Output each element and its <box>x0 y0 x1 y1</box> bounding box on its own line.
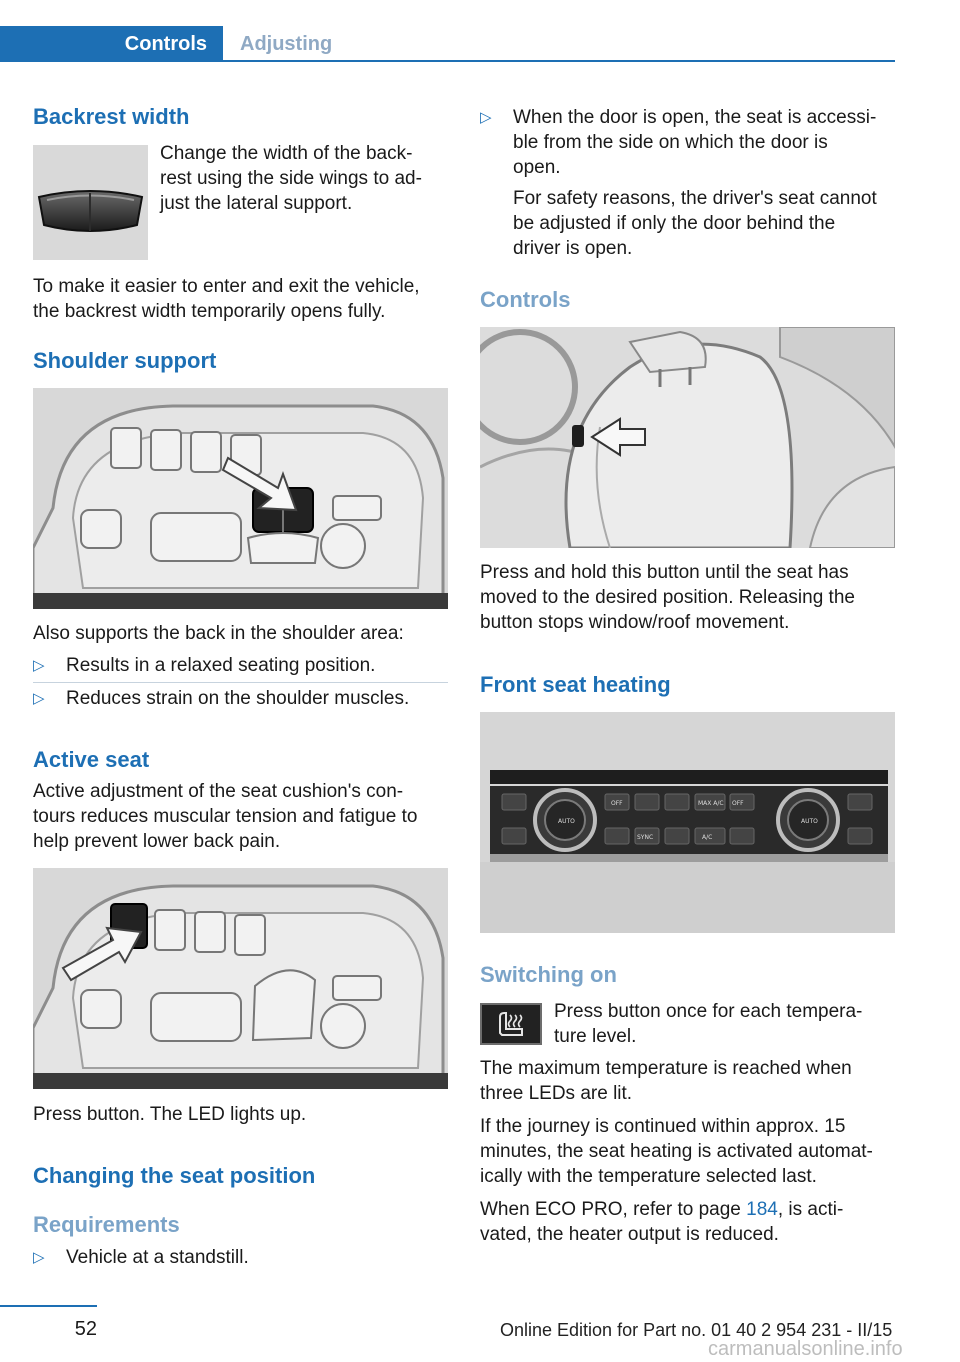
shoulder-intro: Also supports the back in the shoulder area: <box>33 623 404 644</box>
footer-rule <box>0 1305 97 1307</box>
text-fragment: , is acti- <box>777 1199 844 1220</box>
controls-description <box>480 560 855 635</box>
text-line: help prevent lower back pain. <box>33 831 281 852</box>
text-line: If the journey is continued within approx. 15 <box>480 1116 846 1137</box>
text-line: rest using the side wings to ad- <box>160 168 422 189</box>
seat-controls-image <box>480 327 895 548</box>
backrest-note <box>33 274 420 324</box>
panel-label: MAX A/C <box>698 800 724 807</box>
text-line: To make it easier to enter and exit the vehicle, <box>33 276 420 297</box>
backrest-width-heading: Backrest width <box>33 104 190 129</box>
seat-heating-button-icon <box>480 1003 542 1045</box>
text-line: Press and hold this button until the seat has <box>480 562 849 583</box>
chapter-header <box>0 26 895 62</box>
active-seat-description <box>33 779 417 854</box>
shoulder-support-heading: Shoulder support <box>33 348 217 373</box>
text-line: The maximum temperature is reached when <box>480 1058 852 1079</box>
text-line <box>480 1197 843 1222</box>
journey-note <box>480 1114 873 1189</box>
requirements-heading: Requirements <box>33 1212 180 1237</box>
bullet-triangle-icon: ▷ <box>33 690 45 707</box>
panel-label: SYNC <box>637 834 654 841</box>
controls-heading: Controls <box>480 287 571 312</box>
header-rule <box>0 60 895 62</box>
text-line: ically with the temperature selected last. <box>480 1166 817 1187</box>
bullet-triangle-icon: ▷ <box>33 657 45 674</box>
text-line: the backrest width temporarily opens fully. <box>33 301 386 322</box>
text-line: driver is open. <box>513 238 633 259</box>
text-line: vated, the heater output is reduced. <box>480 1224 779 1245</box>
text-line: Change the width of the back- <box>160 143 413 164</box>
bullet-text: Vehicle at a standstill. <box>66 1247 249 1268</box>
text-line: button stops window/roof movement. <box>480 612 790 633</box>
text-line: Press button once for each tempera- <box>554 1001 863 1022</box>
tab-adjusting[interactable]: Adjusting <box>240 33 333 55</box>
page-number: 52 <box>74 1318 97 1340</box>
text-line: Active adjustment of the seat cushion's con- <box>33 781 404 802</box>
switching-on-description <box>554 999 862 1049</box>
active-seat-image <box>33 868 448 1089</box>
max-temperature-note <box>480 1056 852 1106</box>
watermark: carmanualsonline.info <box>708 1338 903 1360</box>
backrest-description <box>160 141 422 216</box>
tab-controls[interactable]: Controls <box>0 26 223 62</box>
climate-panel-image <box>480 712 895 933</box>
edition-info: Online Edition for Part no. 01 40 2 954 231 - II/15 <box>500 1320 893 1340</box>
backrest-switch-image <box>33 145 148 260</box>
bullet-triangle-icon: ▷ <box>480 109 492 126</box>
door-safety-note <box>513 186 877 261</box>
text-line: open. <box>513 157 561 178</box>
panel-label: AUTO <box>801 818 818 825</box>
shoulder-support-image <box>33 388 448 609</box>
text-line: minutes, the seat heating is activated automat- <box>480 1141 873 1162</box>
text-line: three LEDs are lit. <box>480 1083 633 1104</box>
bullet-text: Reduces strain on the shoulder muscles. <box>66 688 410 709</box>
active-seat-press: Press button. The LED lights up. <box>33 1104 307 1125</box>
panel-label: AUTO <box>558 818 575 825</box>
switching-on-heading: Switching on <box>480 962 617 987</box>
text-line: tours reduces muscular tension and fatigue to <box>33 806 418 827</box>
text-line: ture level. <box>554 1026 637 1047</box>
page-reference-link[interactable]: 184 <box>746 1199 778 1220</box>
changing-seat-position-heading: Changing the seat position <box>33 1163 316 1188</box>
text-line: For safety reasons, the driver's seat cannot <box>513 188 877 209</box>
eco-pro-note <box>480 1197 843 1247</box>
divider <box>33 682 448 683</box>
active-seat-heading: Active seat <box>33 747 150 772</box>
bullet-text: Results in a relaxed seating position. <box>66 655 376 676</box>
panel-label: OFF <box>611 800 623 807</box>
text-line: just the lateral support. <box>160 193 353 214</box>
text-fragment: When ECO PRO, refer to page <box>480 1199 747 1220</box>
panel-label: A/C <box>702 834 713 841</box>
text-line: ble from the side on which the door is <box>513 132 828 153</box>
text-line: be adjusted if only the door behind the <box>513 213 836 234</box>
front-seat-heating-heading: Front seat heating <box>480 672 671 697</box>
bullet-triangle-icon: ▷ <box>33 1249 45 1266</box>
text-line: When the door is open, the seat is accessi- <box>513 107 877 128</box>
bullet-text <box>513 105 876 180</box>
text-line: moved to the desired position. Releasing the <box>480 587 855 608</box>
panel-label: OFF <box>732 800 744 807</box>
